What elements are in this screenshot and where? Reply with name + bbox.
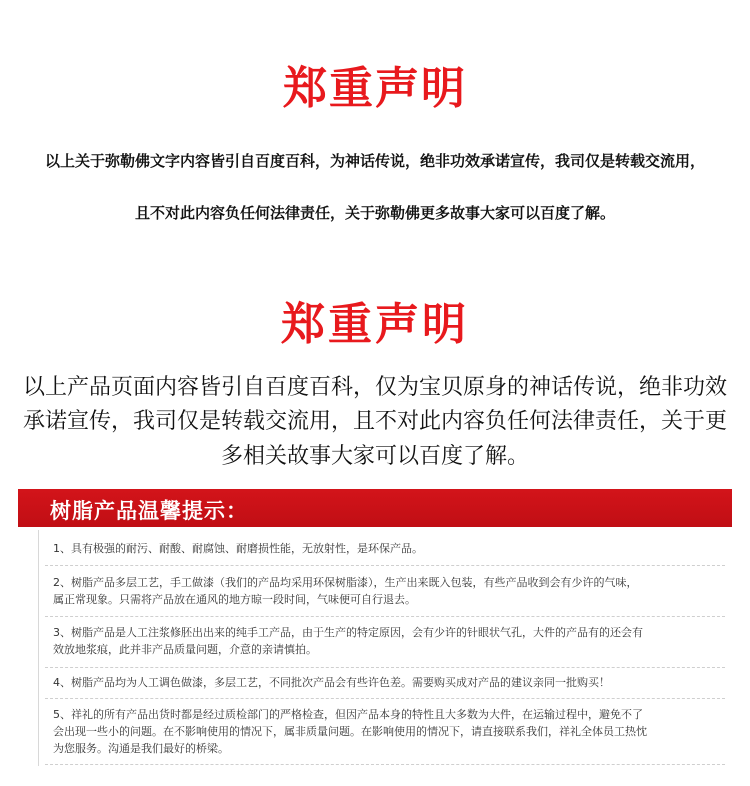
divider [45, 667, 725, 668]
tip-line: 4、树脂产品均为人工调色做漆，多层工艺，不同批次产品会有些许色差。需要购买成对产品的建议亲同一批购买！ [53, 676, 610, 689]
divider [45, 764, 725, 765]
notice-line: 多相关故事大家可以百度了解。 [220, 444, 529, 469]
divider [45, 565, 725, 566]
tip-item [53, 674, 723, 691]
divider [45, 698, 725, 699]
notice-title: 郑重声明 [281, 299, 469, 350]
tip-line: 为您服务。沟通是我们最好的桥梁。 [53, 742, 229, 755]
tip-item [53, 706, 723, 757]
tip-item [53, 574, 723, 608]
tips-title: 树脂产品温馨提示： [50, 499, 248, 523]
notice-line: 以上产品页面内容皆引自百度百科，仅为宝贝原身的神话传说，绝非功效 [22, 375, 727, 400]
tip-item [53, 540, 723, 557]
tip-line: 属正常现象。只需将产品放在通风的地方晾一段时间，气味便可自行退去。 [53, 593, 416, 606]
tip-line: 1、具有极强的耐污、耐酸、耐腐蚀、耐磨损性能，无放射性，是环保产品。 [53, 542, 423, 555]
tip-line: 2、树脂产品多层工艺，手工做漆（我们的产品均采用环保树脂漆），生产出来既入包装，有些产品收到会有少许的气味， [53, 576, 638, 589]
notice-title: 郑重声明 [283, 63, 467, 114]
tip-item [53, 624, 723, 658]
tip-line: 5、祥礼的所有产品出货时都是经过质检部门的严格检查，但因产品本身的特性且大多数为大件，在运输过程中，避免不了 [53, 708, 643, 721]
notice-line: 承诺宣传，我司仅是转载交流用，且不对此内容负任何法律责任，关于更 [22, 409, 727, 434]
notice-line: 且不对此内容负任何法律责任，关于弥勒佛更多故事大家可以百度了解。 [134, 204, 615, 222]
tips-list [38, 530, 729, 766]
divider [45, 616, 725, 617]
tip-line: 3、树脂产品是人工注浆修胚出出来的纯手工产品，由于生产的特定原因，会有少许的针眼状气孔，大件的产品有的还会有 [53, 626, 643, 639]
tip-line: 效放地浆痕，此并非产品质量问题，介意的亲请慎拍。 [53, 643, 317, 656]
tips-banner [18, 489, 732, 527]
tip-line: 会出现一些小的问题。在不影响使用的情况下，属非质量问题。在影响使用的情况下，请直接联系我们，祥礼全体员工热忱 [53, 725, 647, 738]
notice-line: 以上关于弥勒佛文字内容皆引自百度百科，为神话传说，绝非功效承诺宣传，我司仅是转载交流用， [44, 152, 705, 170]
